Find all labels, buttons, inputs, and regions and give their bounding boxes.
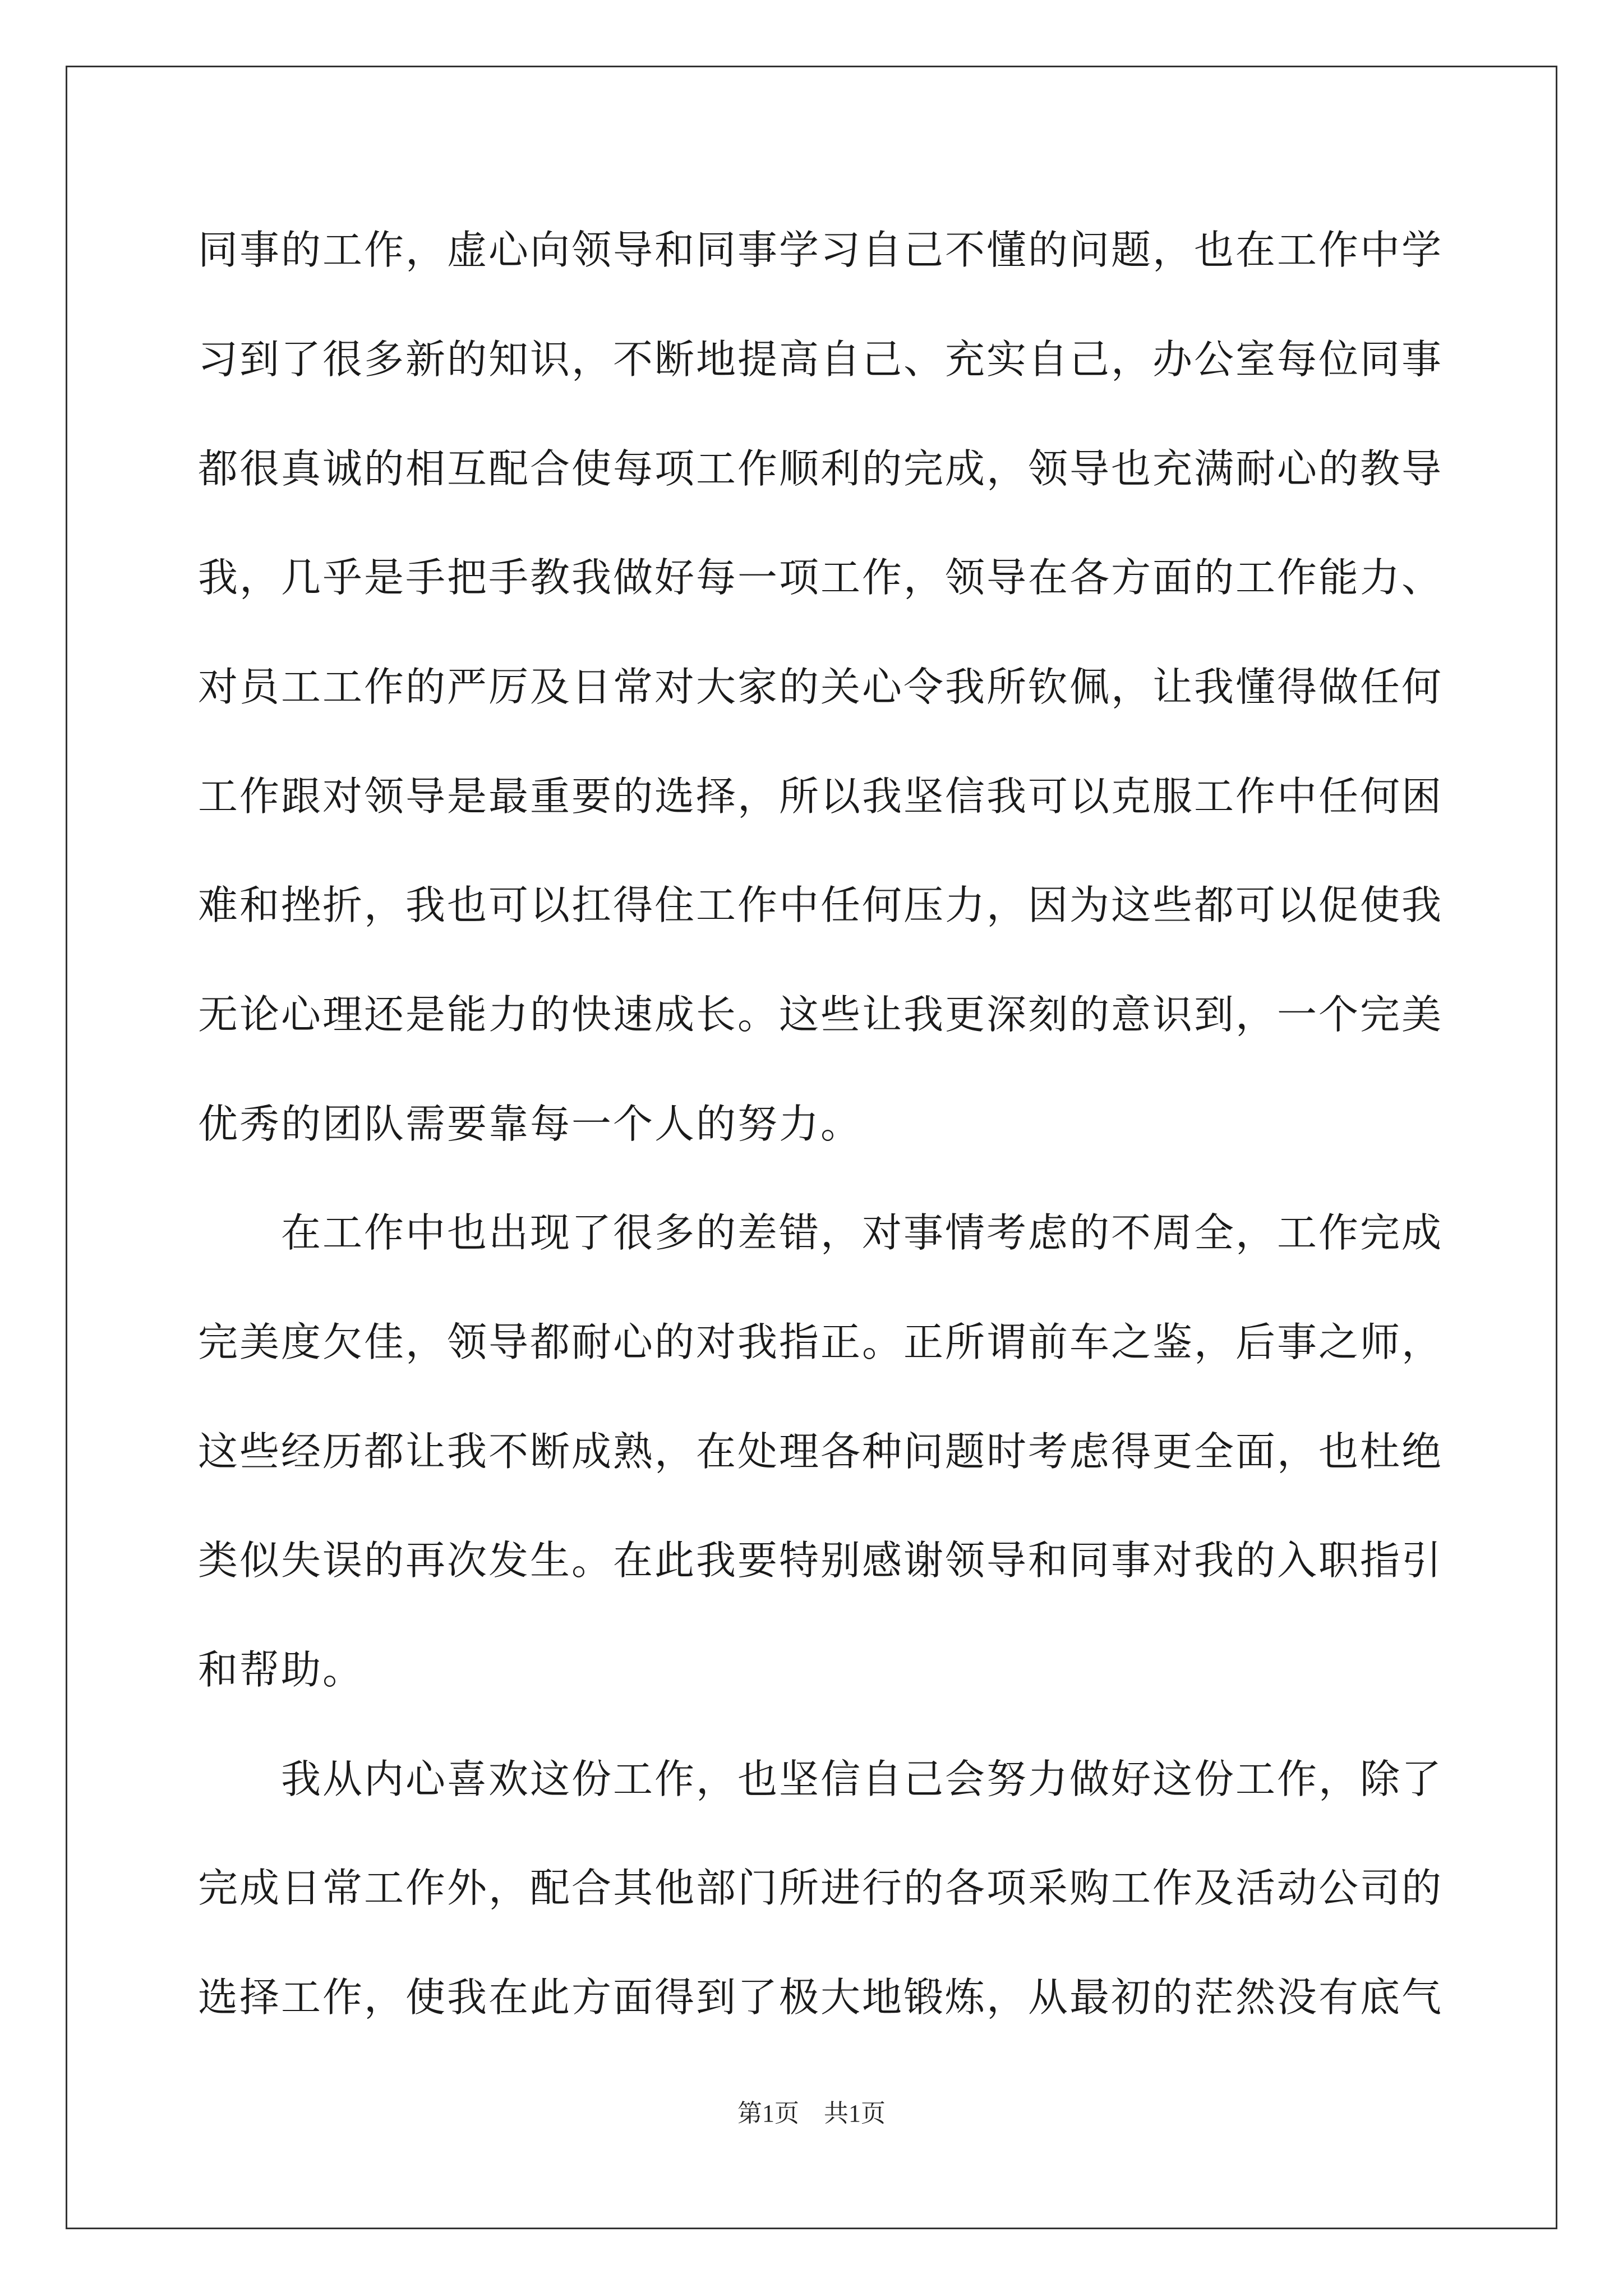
text-line: 完成日常工作外，配合其他部门所进行的各项采购工作及活动公司的	[198, 1865, 1444, 1911]
text-line: 优秀的团队需要靠每一个人的努力。	[198, 1101, 863, 1147]
text-line: 在工作中也出现了很多的差错，对事情考虑的不周全，工作完成	[281, 1209, 1444, 1256]
text-line: 类似失误的再次发生。在此我要特别感谢领导和同事对我的入职指引	[198, 1537, 1444, 1584]
text-line: 难和挫折，我也可以扛得住工作中任何压力，因为这些都可以促使我	[198, 882, 1444, 928]
text-line: 习到了很多新的知识，不断地提高自己、充实自己，办公室每位同事	[198, 336, 1444, 383]
text-line: 都很真诚的相互配合使每项工作顺利的完成，领导也充满耐心的教导	[198, 445, 1444, 492]
text-line: 对员工工作的严厉及日常对大家的关心令我所钦佩，让我懂得做任何	[198, 664, 1444, 710]
text-line: 这些经历都让我不断成熟，在处理各种问题时考虑得更全面，也杜绝	[198, 1428, 1444, 1475]
page-number: 第1页 共1页	[737, 2100, 886, 2127]
text-line: 完美度欠佳，领导都耐心的对我指正。正所谓前车之鉴，后事之师，	[198, 1319, 1444, 1365]
text-line: 工作跟对领导是最重要的选择，所以我坚信我可以克服工作中任何困	[198, 773, 1444, 820]
text-line: 我，几乎是手把手教我做好每一项工作，领导在各方面的工作能力、	[198, 554, 1444, 601]
text-line: 和帮助。	[198, 1646, 365, 1693]
text-line: 我从内心喜欢这份工作，也坚信自己会努力做好这份工作，除了	[281, 1756, 1444, 1802]
text-line: 选择工作，使我在此方面得到了极大地锻炼，从最初的茫然没有底气	[198, 1974, 1444, 2021]
text-line: 同事的工作，虚心向领导和同事学习自己不懂的问题，也在工作中学	[198, 227, 1444, 273]
text-line: 无论心理还是能力的快速成长。这些让我更深刻的意识到，一个完美	[198, 991, 1444, 1038]
